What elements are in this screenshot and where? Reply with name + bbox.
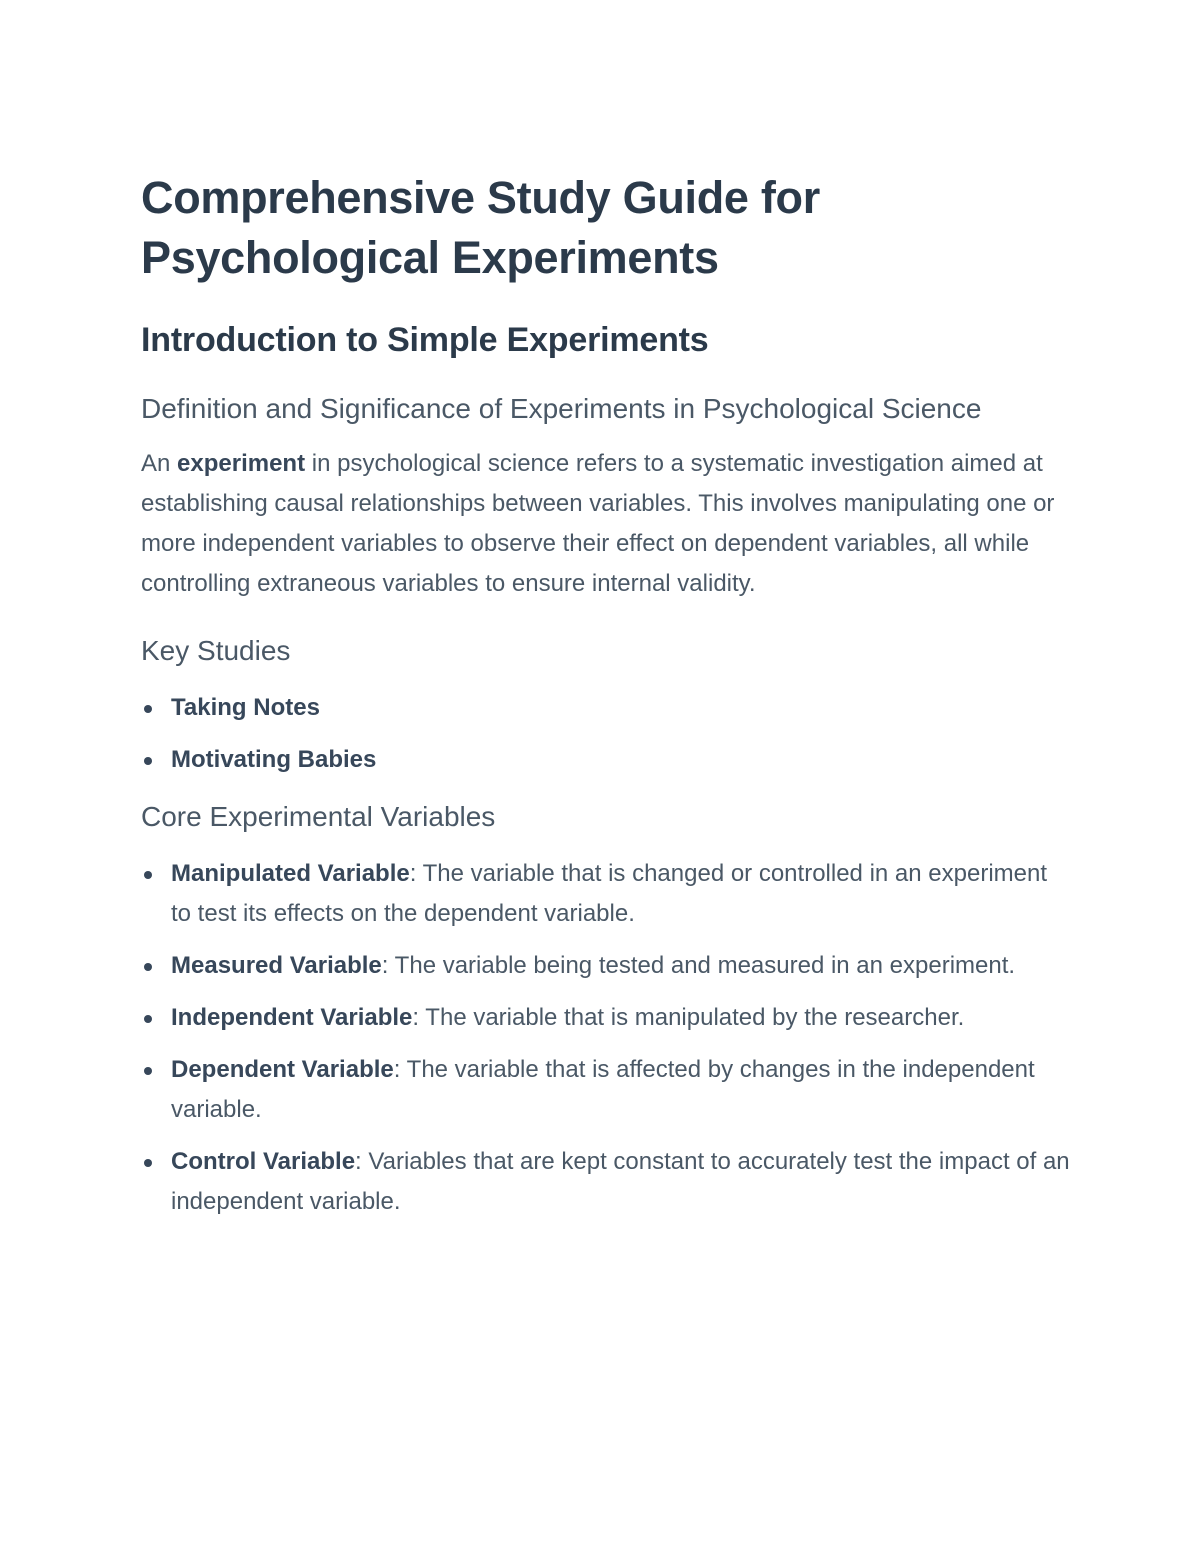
variable-term: Independent Variable: [171, 1004, 413, 1031]
bullet-icon: [144, 705, 152, 713]
definition-paragraph: [141, 444, 1071, 604]
list-item: [141, 740, 1071, 780]
list-item: [141, 854, 1071, 934]
bullet-icon: [144, 871, 152, 879]
list-item: [141, 1142, 1071, 1222]
bullet-icon: [144, 963, 152, 971]
definition-text: in psychological science refers to a systematic investigation aimed at establishing causal relationships between variables. This involves manipulating one or more independent variables to observe their effect on dependent variables, all while controlling extraneous variables to ensure internal validity.: [141, 450, 1055, 597]
list-item: [141, 946, 1071, 986]
bullet-icon: [144, 757, 152, 765]
key-study-label: Taking Notes: [171, 694, 320, 721]
list-item: [141, 998, 1071, 1038]
core-variables-list: [141, 854, 1071, 1222]
core-variables-heading: Core Experimental Variables: [141, 801, 496, 832]
key-studies-list: [141, 688, 1071, 780]
bullet-icon: [144, 1159, 152, 1167]
variable-desc: : The variable being tested and measured in an experiment.: [381, 952, 1016, 979]
definition-prefix: An: [141, 450, 178, 477]
list-item: [141, 1050, 1071, 1130]
variable-term: Measured Variable: [171, 952, 382, 979]
page-title: Comprehensive Study Guide for Psychological Experiments: [141, 172, 820, 283]
document-page: [141, 168, 1071, 1234]
variable-desc: : Variables that are kept constant to accurately test the impact of an independent variable.: [171, 1148, 1070, 1215]
variable-term: Dependent Variable: [171, 1056, 394, 1083]
key-studies-heading: Key Studies: [141, 635, 291, 666]
variable-desc: : The variable that is manipulated by the researcher.: [412, 1004, 965, 1031]
definition-heading: Definition and Significance of Experiments in Psychological Science: [141, 393, 982, 424]
variable-term: Control Variable: [171, 1148, 356, 1175]
bullet-icon: [144, 1015, 152, 1023]
section-heading: Introduction to Simple Experiments: [141, 321, 709, 359]
bullet-icon: [144, 1067, 152, 1075]
list-item: [141, 688, 1071, 728]
key-study-label: Motivating Babies: [171, 746, 377, 773]
variable-desc: : The variable that is changed or controlled in an experiment to test its effects on the dependent variable.: [171, 860, 1047, 927]
variable-desc: : The variable that is affected by changes in the independent variable.: [171, 1056, 1035, 1123]
definition-term: experiment: [177, 450, 306, 477]
variable-term: Manipulated Variable: [171, 860, 410, 887]
